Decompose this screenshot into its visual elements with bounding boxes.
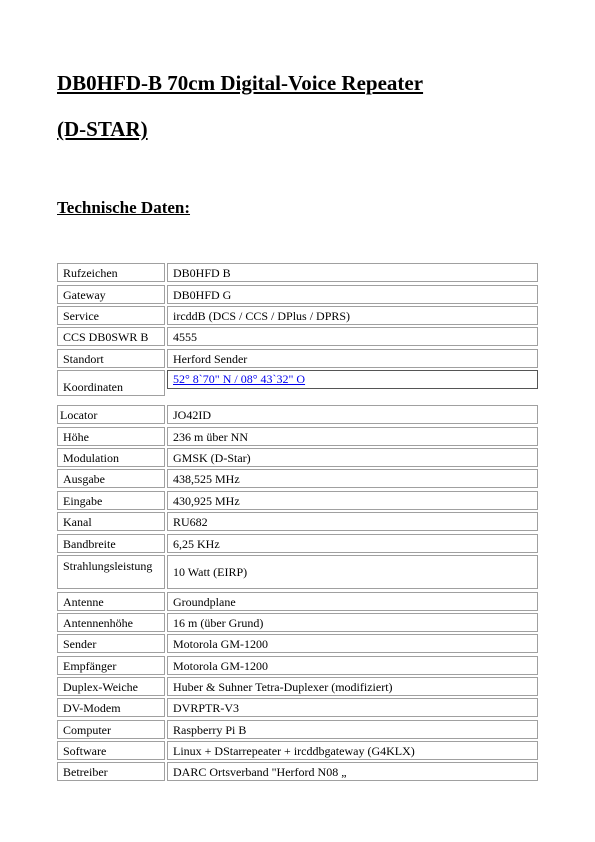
row-label: Service bbox=[57, 306, 165, 325]
row-label: Gateway bbox=[57, 285, 165, 304]
row-value: 430,925 MHz bbox=[167, 491, 538, 510]
row-label: Höhe bbox=[57, 427, 165, 446]
table-row bbox=[57, 656, 538, 675]
table-row bbox=[57, 534, 538, 553]
table-row bbox=[57, 512, 538, 531]
row-value: DARC Ortsverband "Herford N08 „ bbox=[167, 762, 538, 781]
row-value: RU682 bbox=[167, 512, 538, 531]
table-row bbox=[57, 263, 538, 282]
row-label: Koordinaten bbox=[57, 370, 165, 396]
table-row bbox=[57, 720, 538, 739]
table-row bbox=[57, 741, 538, 760]
row-value: Groundplane bbox=[167, 592, 538, 611]
table-row bbox=[57, 634, 538, 653]
row-label: Kanal bbox=[57, 512, 165, 531]
page-title: DB0HFD-B 70cm Digital-Voice Repeater bbox=[57, 71, 424, 95]
row-value: ircddB (DCS / CCS / DPlus / DPRS) bbox=[167, 306, 538, 325]
table-row bbox=[57, 427, 538, 446]
row-label: Rufzeichen bbox=[57, 263, 165, 282]
row-value: DB0HFD G bbox=[167, 285, 538, 304]
table-row bbox=[57, 469, 538, 488]
table-row bbox=[57, 349, 538, 368]
row-label: Locator bbox=[57, 405, 165, 424]
table-row bbox=[57, 327, 538, 346]
row-label: Standort bbox=[57, 349, 165, 368]
table-row bbox=[57, 677, 538, 696]
table-row bbox=[57, 306, 538, 325]
row-value: Linux + DStarrepeater + ircddbgateway (G4KLX) bbox=[167, 741, 538, 760]
row-label: Betreiber bbox=[57, 762, 165, 781]
row-label: Computer bbox=[57, 720, 165, 739]
row-label: Empfänger bbox=[57, 656, 165, 675]
table-row bbox=[57, 762, 538, 781]
row-value: Motorola GM-1200 bbox=[167, 634, 538, 653]
row-value: JO42ID bbox=[167, 405, 538, 424]
table-row bbox=[57, 491, 538, 510]
row-value: GMSK (D-Star) bbox=[167, 448, 538, 467]
row-label: Eingabe bbox=[57, 491, 165, 510]
row-value: DB0HFD B bbox=[167, 263, 538, 282]
table-row bbox=[57, 698, 538, 717]
table-row bbox=[57, 592, 538, 611]
row-value: Huber & Suhner Tetra-Duplexer (modifiziert) bbox=[167, 677, 538, 696]
row-label: Modulation bbox=[57, 448, 165, 467]
row-value: Motorola GM-1200 bbox=[167, 656, 538, 675]
table-row bbox=[57, 613, 538, 632]
row-label: Duplex-Weiche bbox=[57, 677, 165, 696]
row-label: Ausgabe bbox=[57, 469, 165, 488]
row-value: 10 Watt (EIRP) bbox=[167, 555, 538, 589]
coordinates-link[interactable]: 52° 8`70" N / 08° 43`32" O bbox=[167, 370, 538, 389]
row-value: 236 m über NN bbox=[167, 427, 538, 446]
table-row bbox=[57, 405, 538, 424]
row-label: Strahlungsleistung bbox=[57, 555, 165, 589]
section-heading: Technische Daten: bbox=[57, 198, 191, 217]
table-row bbox=[57, 285, 538, 304]
page-title-line2: (D-STAR) bbox=[57, 117, 148, 141]
row-value: 438,525 MHz bbox=[167, 469, 538, 488]
row-value: 6,25 KHz bbox=[167, 534, 538, 553]
row-label: DV-Modem bbox=[57, 698, 165, 717]
table-row bbox=[57, 555, 538, 589]
row-value: 4555 bbox=[167, 327, 538, 346]
row-label: Sender bbox=[57, 634, 165, 653]
row-label: Software bbox=[57, 741, 165, 760]
row-label: Antennenhöhe bbox=[57, 613, 165, 632]
row-value: Herford Sender bbox=[167, 349, 538, 368]
row-value: 16 m (über Grund) bbox=[167, 613, 538, 632]
row-label: Antenne bbox=[57, 592, 165, 611]
row-value: Raspberry Pi B bbox=[167, 720, 538, 739]
row-value: DVRPTR-V3 bbox=[167, 698, 538, 717]
row-label: Bandbreite bbox=[57, 534, 165, 553]
row-label: CCS DB0SWR B bbox=[57, 327, 165, 346]
table-row bbox=[57, 370, 538, 396]
table-row bbox=[57, 448, 538, 467]
